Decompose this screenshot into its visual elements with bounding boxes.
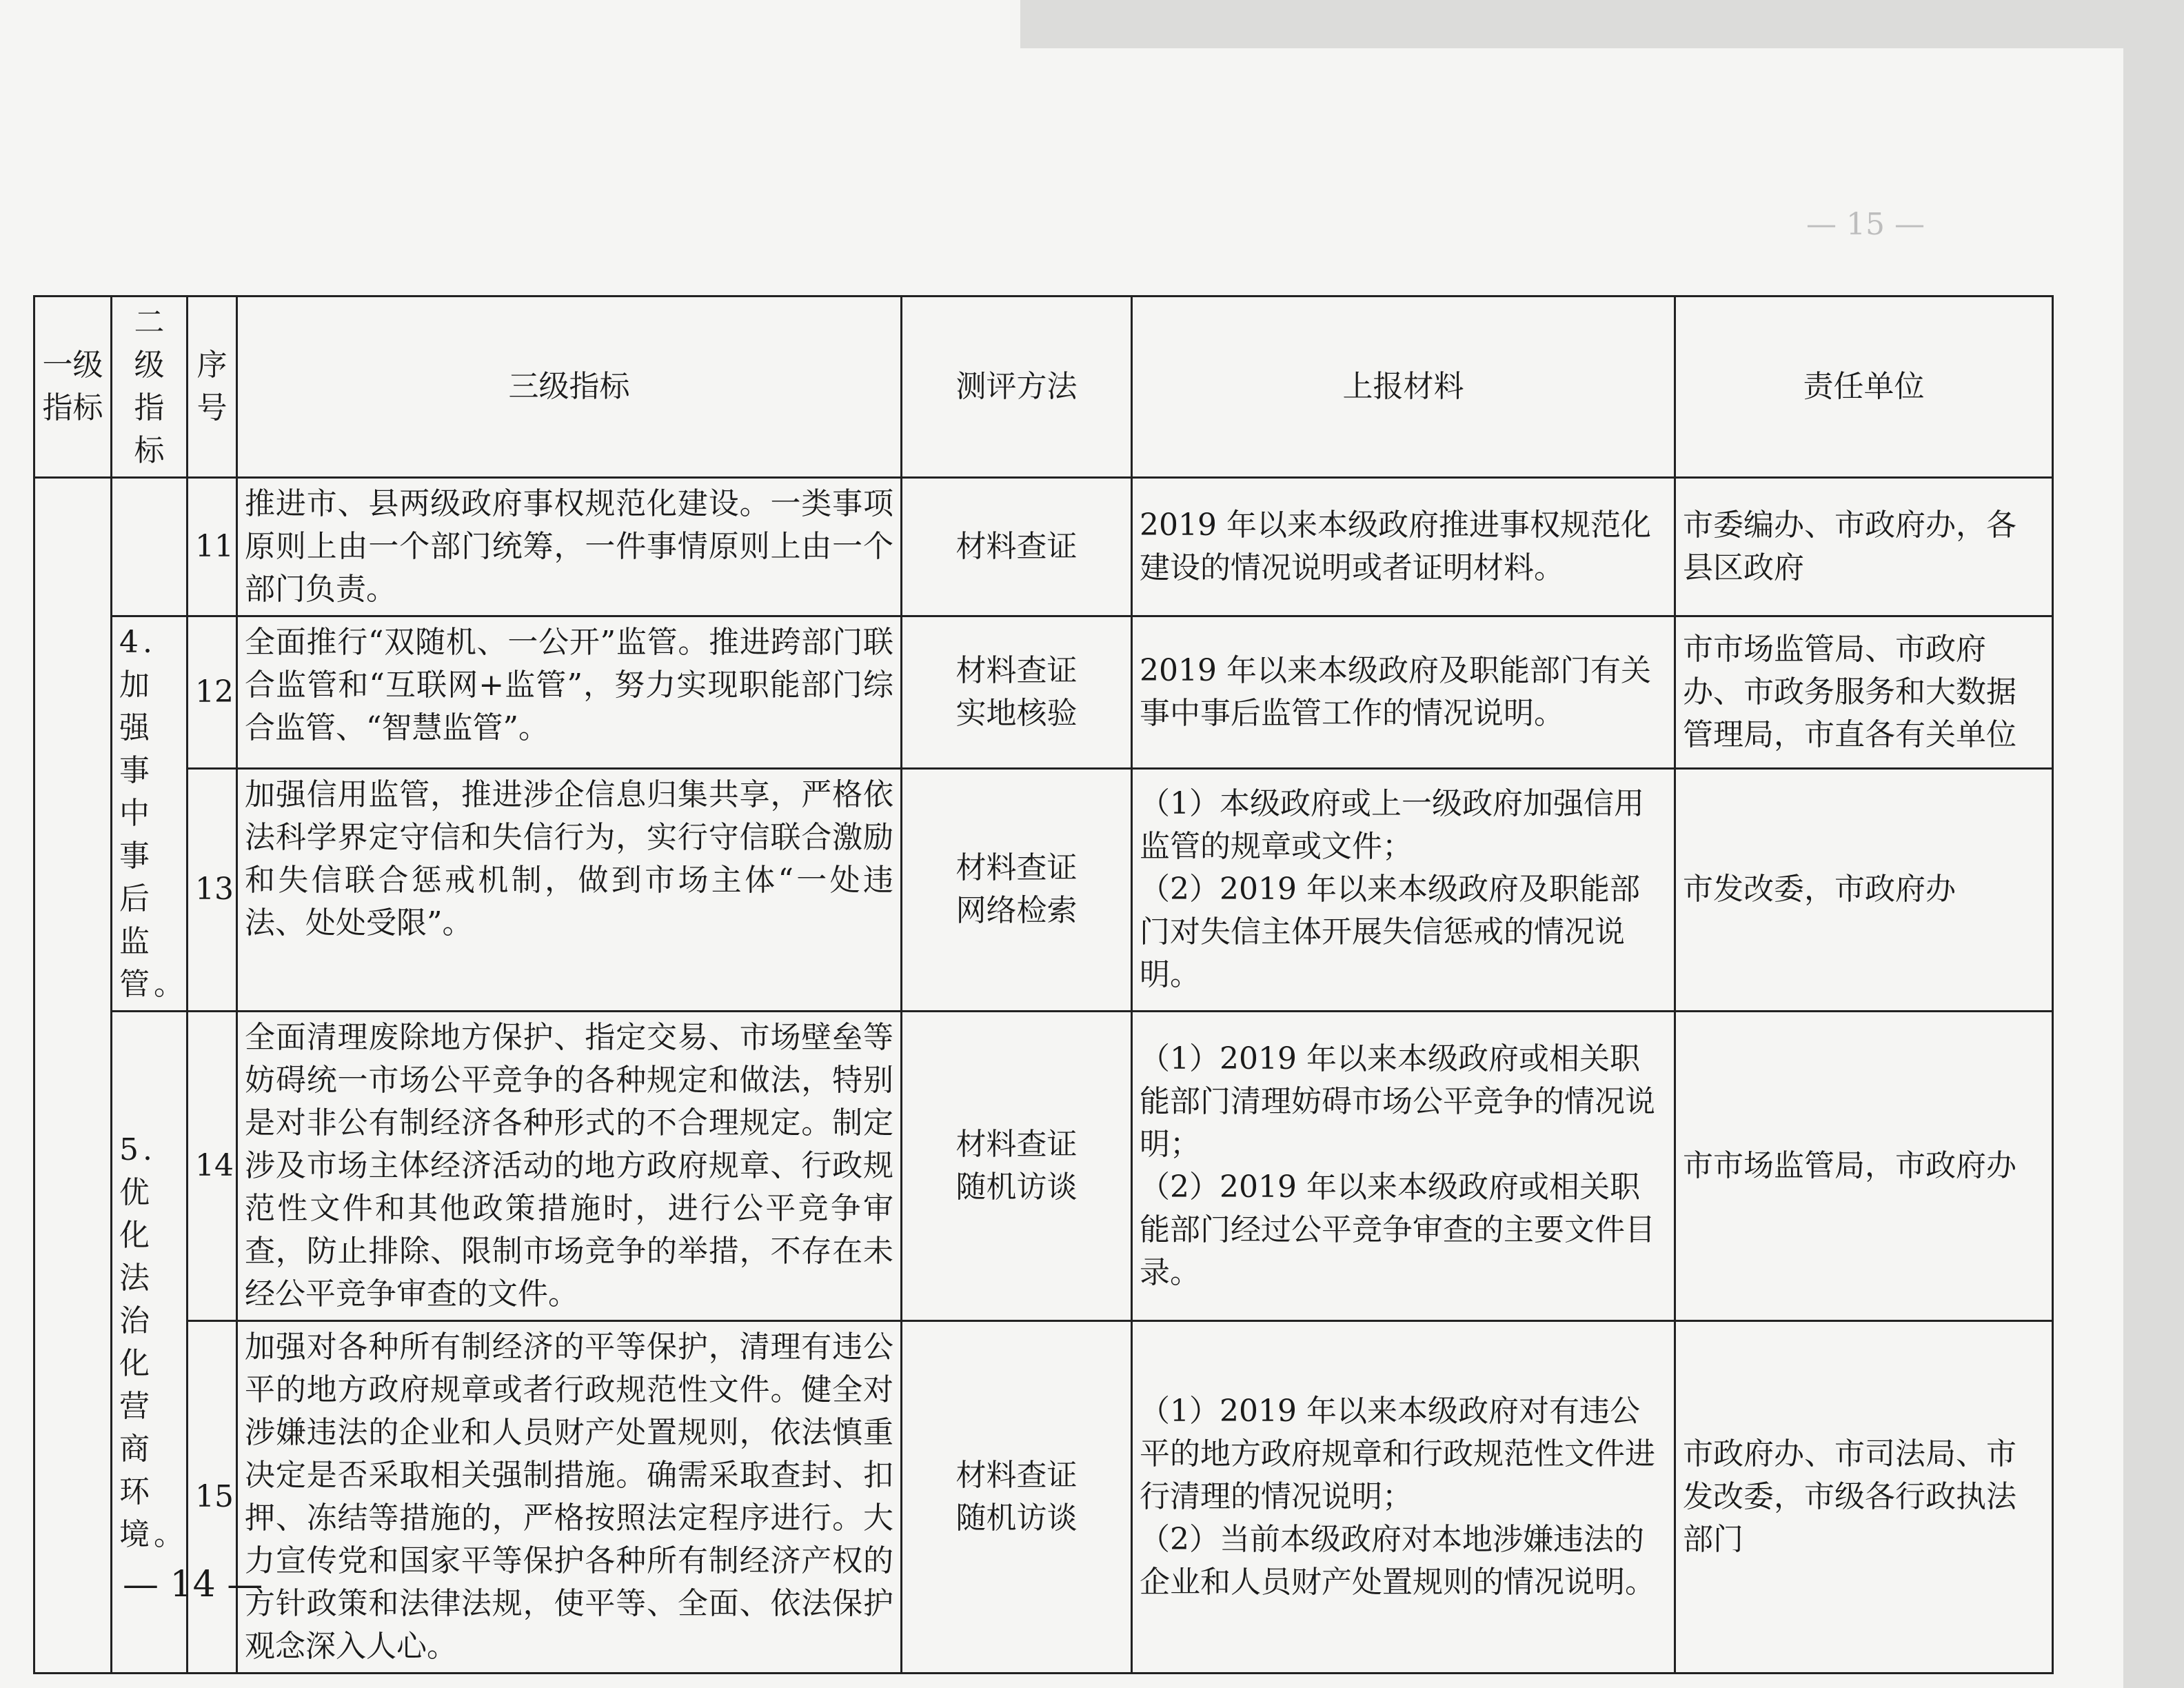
- running-page-number: — 15 —: [1806, 207, 1925, 242]
- evaluation-method: 材料查证 随机访谈: [902, 1321, 1132, 1674]
- responsible-unit: 市政府办、市司法局、市发改委，市级各行政执法部门: [1675, 1321, 2053, 1674]
- level1-cell: [34, 478, 112, 1674]
- indicator-text: 全面清理废除地方保护、指定交易、市场壁垒等妨碍统一市场公平竞争的各种规定和做法，特别是对非公有制经济各种形式的不合理规定。制定涉及市场主体经济活动的地方政府规章、行政规范性文件和其他政策措施时，进行公平竞争审查，防止排除、限制市场竞争的举措，不存在未经公平竞争审查的文件。: [237, 1012, 902, 1321]
- indicator-text: 加强对各种所有制经济的平等保护，清理有违公平的地方政府规章或者行政规范性文件。健全对涉嫌违法的企业和人员财产处置规则，依法慎重决定是否采取相关强制措施。确需采取查封、扣押、冻结等措施的，严格按照法定程序进行。大力宣传党和国家平等保护各种所有制经济产权的方针政策和法律法规，使平等、全面、依法保护观念深入人心。: [237, 1321, 902, 1674]
- evaluation-method: 材料查证 实地核验: [902, 616, 1132, 769]
- facing-page-edge-top: [1020, 0, 2184, 48]
- responsible-unit: 市市场监管局、市政府办、市政务服务和大数据管理局，市直各有关单位: [1675, 616, 2053, 769]
- indicator-text: 推进市、县两级政府事权规范化建设。一类事项原则上由一个部门统筹，一件事情原则上由一个部门负责。: [237, 478, 902, 616]
- responsible-unit: 市委编办、市政府办，各县区政府: [1675, 478, 2053, 616]
- indicator-text: 全面推行“双随机、一公开”监管。推进跨部门联合监管和“互联网+监管”，努力实现职能部门综合监管、“智慧监管”。: [237, 616, 902, 769]
- row-number: 15: [188, 1321, 237, 1674]
- page-number: — 14 —: [123, 1564, 263, 1605]
- facing-page-edge-right: [2123, 0, 2184, 1688]
- evaluation-method: 材料查证 随机访谈: [902, 1012, 1132, 1321]
- table-row: [34, 768, 2053, 1011]
- table-row: [34, 1012, 2053, 1321]
- header-level2: 二级指标: [112, 297, 188, 478]
- evaluation-method: 材料查证 网络检索: [902, 768, 1132, 1011]
- responsible-unit: 市市场监管局，市政府办: [1675, 1012, 2053, 1321]
- header-seq: 序号: [188, 297, 237, 478]
- header-unit: 责任单位: [1675, 297, 2053, 478]
- report-materials: 2019 年以来本级政府推进事权规范化建设的情况说明或者证明材料。: [1132, 478, 1675, 616]
- level2-cell-group-5: 5. 优化法治化营商环境。: [112, 1012, 188, 1674]
- header-materials: 上报材料: [1132, 297, 1675, 478]
- level2-cell-group-4: 4. 加强事中事后监管。: [112, 616, 188, 1012]
- header-row: [34, 297, 2053, 478]
- evaluation-method: 材料查证: [902, 478, 1132, 616]
- report-materials: 2019 年以来本级政府及职能部门有关事中事后监管工作的情况说明。: [1132, 616, 1675, 769]
- row-number: 13: [188, 768, 237, 1011]
- level2-cell-continued: [112, 478, 188, 616]
- indicator-table: [33, 295, 2054, 1674]
- header-indicator: 三级指标: [237, 297, 902, 478]
- row-number: 14: [188, 1012, 237, 1321]
- table-row: [34, 478, 2053, 616]
- row-number: 11: [188, 478, 237, 616]
- header-level1: 一级指标: [34, 297, 112, 478]
- header-method: 测评方法: [902, 297, 1132, 478]
- table-row: [34, 616, 2053, 769]
- indicator-text: 加强信用监管，推进涉企信息归集共享，严格依法科学界定守信和失信行为，实行守信联合激励和失信联合惩戒机制，做到市场主体“一处违法、处处受限”。: [237, 768, 902, 1011]
- responsible-unit: 市发改委，市政府办: [1675, 768, 2053, 1011]
- table-row: [34, 1321, 2053, 1674]
- row-number: 12: [188, 616, 237, 769]
- report-materials: （1）2019 年以来本级政府或相关职能部门清理妨碍市场公平竞争的情况说明； （2）2019 年以来本级政府或相关职能部门经过公平竞争审查的主要文件目录。: [1132, 1012, 1675, 1321]
- report-materials: （1）2019 年以来本级政府对有违公平的地方政府规章和行政规范性文件进行清理的情况说明； （2）当前本级政府对本地涉嫌违法的企业和人员财产处置规则的情况说明。: [1132, 1321, 1675, 1674]
- report-materials: （1）本级政府或上一级政府加强信用监管的规章或文件； （2）2019 年以来本级政府及职能部门对失信主体开展失信惩戒的情况说明。: [1132, 768, 1675, 1011]
